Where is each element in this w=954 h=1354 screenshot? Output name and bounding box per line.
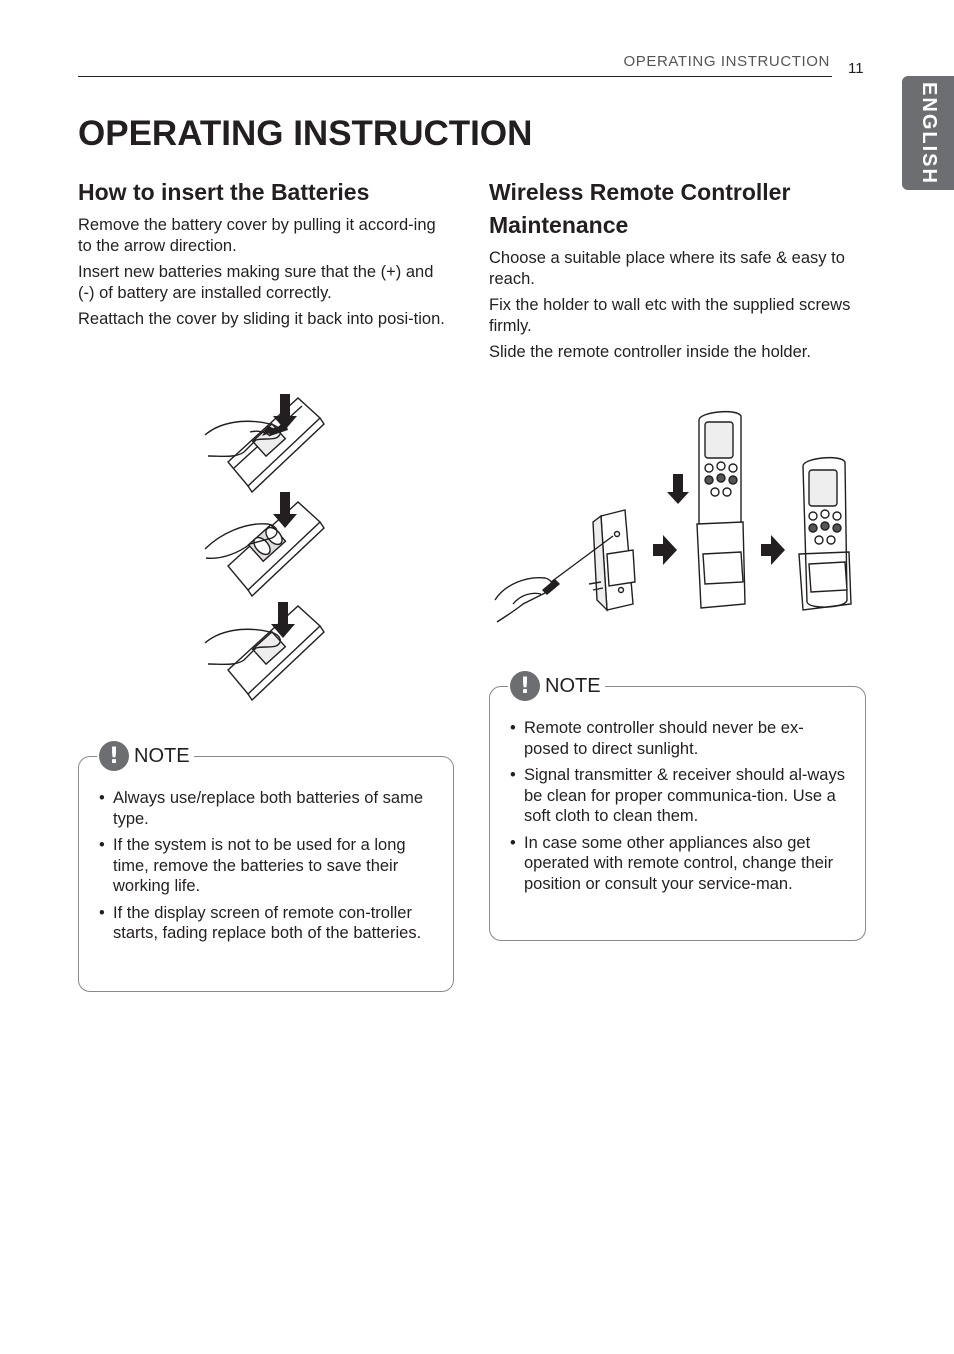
running-header: OPERATING INSTRUCTION [623, 53, 830, 70]
note-label: NOTE [134, 744, 190, 767]
battery-note-list [99, 788, 437, 950]
note-item: • If the display screen of remote con-troller starts, fading replace both of the batteries. [99, 903, 422, 942]
maintenance-note-box [489, 673, 866, 941]
note-item: • In case some other appliances also get operated with remote control, change their position or consult your service-man. [510, 833, 834, 893]
battery-step-3: Reattach the cover by sliding it back into posi-tion. [78, 310, 445, 328]
battery-step-2: Insert new batteries making sure that the (+) and (-) of battery are installed correctly. [78, 263, 434, 302]
right-arrow-icon [761, 535, 785, 565]
battery-note-box [78, 743, 454, 992]
note-item: • If the system is not to be used for a long time, remove the batteries to save their working life. [99, 836, 406, 895]
battery-insertion-illustration [200, 390, 340, 702]
note-header [508, 669, 605, 703]
maintenance-step-3: Slide the remote controller inside the holder. [489, 343, 811, 361]
maintenance-step-2: Fix the holder to wall etc with the supplied screws firmly. [489, 296, 851, 335]
maintenance-step-1: Choose a suitable place where its safe & easy to reach. [489, 249, 845, 288]
remote-inserting-drawing [697, 412, 745, 608]
header-divider [78, 76, 832, 77]
maintenance-section [489, 176, 867, 369]
exclamation-icon: ! [99, 741, 129, 771]
remote-in-holder-drawing [799, 458, 851, 610]
note-item: • Remote controller should never be ex-posed to direct sunlight. [510, 719, 804, 758]
battery-step-2-drawing [205, 502, 324, 596]
language-tab-label: ENGLISH [917, 81, 940, 185]
note-header [97, 739, 194, 773]
right-arrow-icon [653, 535, 677, 565]
maintenance-note-list [510, 718, 848, 900]
note-item: • Always use/replace both batteries of same type. [99, 789, 423, 828]
language-tab [902, 76, 954, 190]
down-arrow-icon [667, 474, 689, 504]
maintenance-section-heading: Wireless Remote Controller Maintenance [489, 179, 791, 238]
note-label: NOTE [545, 674, 601, 697]
battery-step-1: Remove the battery cover by pulling it accord-ing to the arrow direction. [78, 216, 436, 255]
battery-section-heading: How to insert the Batteries [78, 179, 370, 205]
battery-step-1-drawing [205, 398, 324, 492]
wall-holder-drawing [593, 510, 635, 610]
exclamation-icon: ! [510, 671, 540, 701]
battery-step-3-drawing [205, 606, 324, 700]
battery-section [78, 176, 453, 336]
page-title: OPERATING INSTRUCTION [78, 114, 533, 153]
page-number: 11 [848, 60, 864, 77]
note-item: • Signal transmitter & receiver should al-ways be clean for proper communica-tion. Use a soft cloth to clean them. [510, 766, 845, 825]
holder-mounting-illustration [493, 404, 859, 636]
